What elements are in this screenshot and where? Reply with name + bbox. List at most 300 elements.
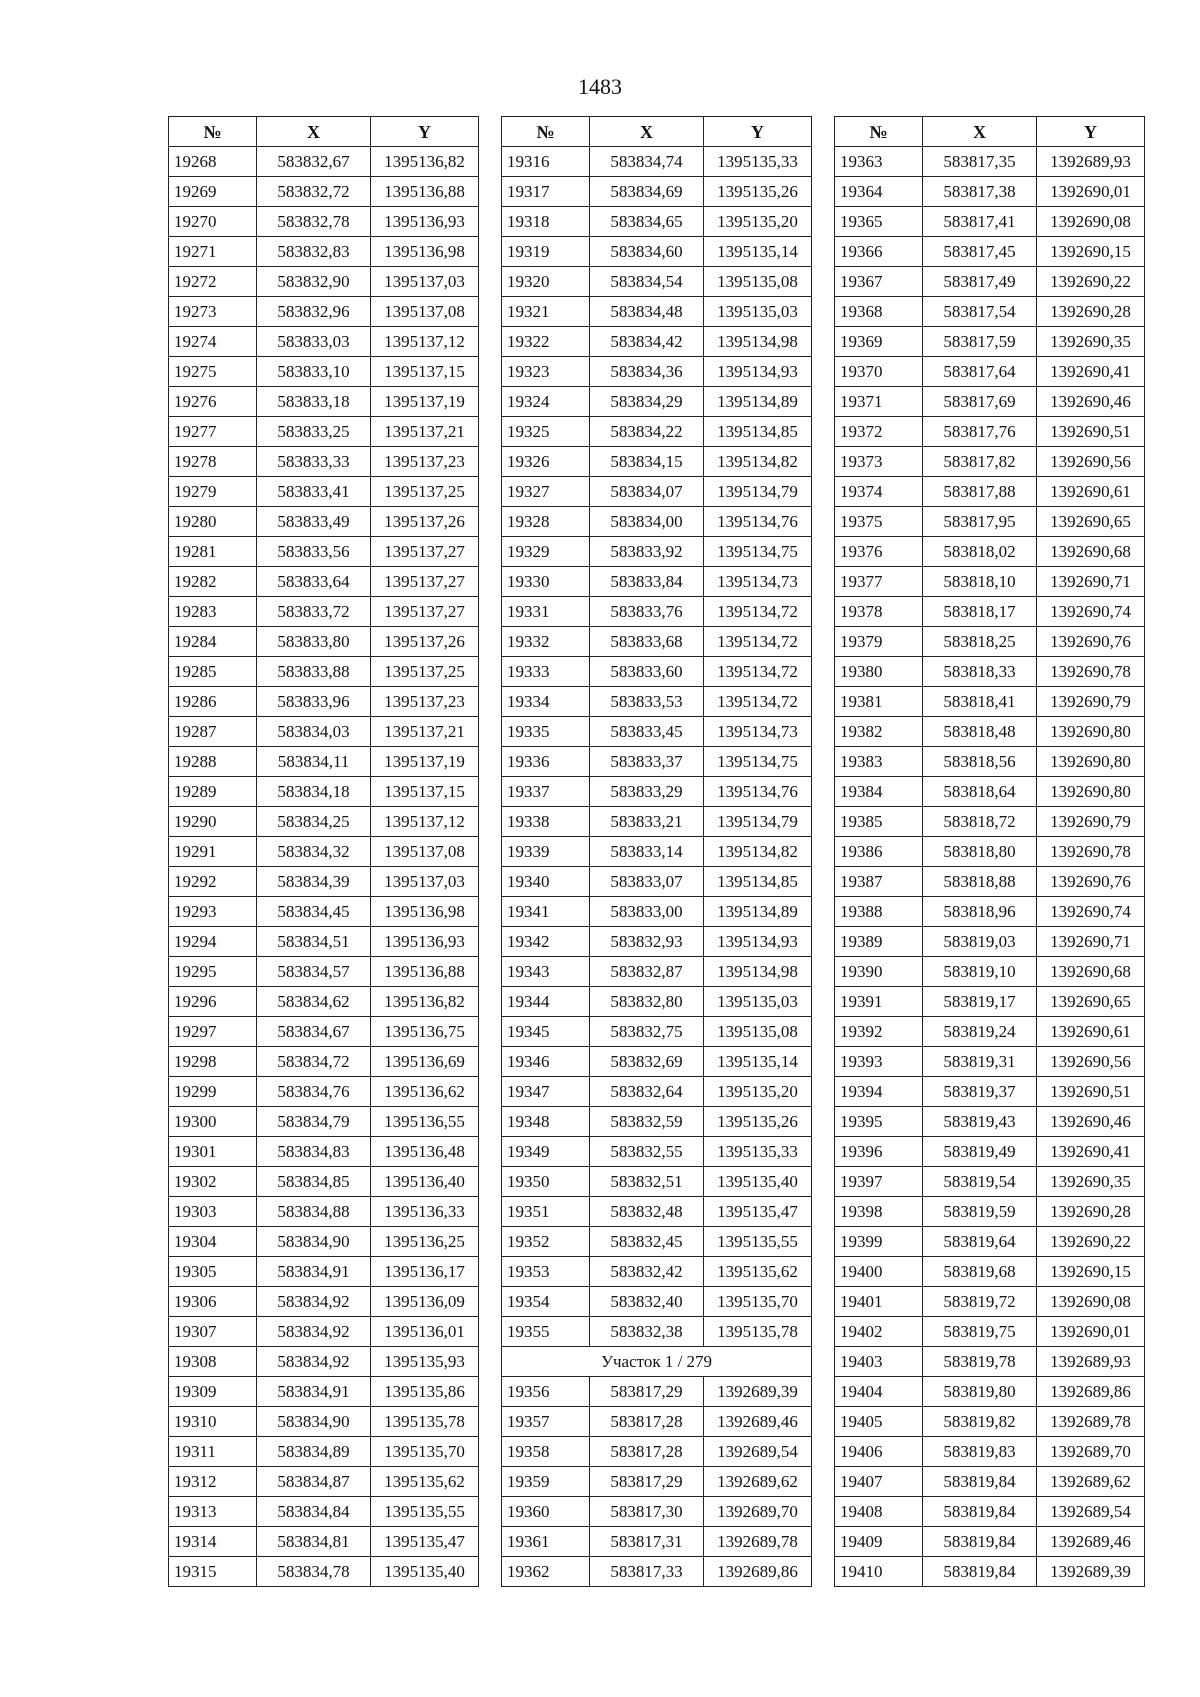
y-coordinate-cell: 1395137,03 (371, 267, 479, 297)
x-coordinate-cell: 583834,89 (257, 1437, 371, 1467)
x-coordinate-cell: 583818,64 (923, 777, 1037, 807)
x-coordinate-cell: 583834,29 (590, 387, 704, 417)
x-coordinate-cell: 583817,76 (923, 417, 1037, 447)
point-number-cell: 19380 (835, 657, 923, 687)
table-row (169, 357, 479, 387)
y-coordinate-cell: 1392689,86 (1037, 1377, 1145, 1407)
x-coordinate-cell: 583832,48 (590, 1197, 704, 1227)
point-number-cell: 19373 (835, 447, 923, 477)
header-x: X (923, 117, 1037, 147)
y-coordinate-cell: 1392689,62 (704, 1467, 812, 1497)
table-row (169, 1497, 479, 1527)
point-number-cell: 19326 (502, 447, 590, 477)
point-number-cell: 19281 (169, 537, 257, 567)
y-coordinate-cell: 1395135,33 (704, 147, 812, 177)
table-row (169, 297, 479, 327)
x-coordinate-cell: 583817,49 (923, 267, 1037, 297)
table-row (502, 1407, 812, 1437)
x-coordinate-cell: 583833,41 (257, 477, 371, 507)
table-body (835, 147, 1145, 1587)
x-coordinate-cell: 583819,64 (923, 1227, 1037, 1257)
table-row (502, 1227, 812, 1257)
table-row (502, 597, 812, 627)
table-row (169, 1407, 479, 1437)
y-coordinate-cell: 1395135,14 (704, 1047, 812, 1077)
point-number-cell: 19389 (835, 927, 923, 957)
point-number-cell: 19404 (835, 1377, 923, 1407)
y-coordinate-cell: 1392689,54 (704, 1437, 812, 1467)
point-number-cell: 19308 (169, 1347, 257, 1377)
table-row (169, 1557, 479, 1587)
x-coordinate-cell: 583817,88 (923, 477, 1037, 507)
table-row (169, 1137, 479, 1167)
x-coordinate-cell: 583833,92 (590, 537, 704, 567)
y-coordinate-cell: 1395136,48 (371, 1137, 479, 1167)
y-coordinate-cell: 1395135,78 (704, 1317, 812, 1347)
table-row (169, 657, 479, 687)
y-coordinate-cell: 1395136,09 (371, 1287, 479, 1317)
table-row (502, 327, 812, 357)
point-number-cell: 19271 (169, 237, 257, 267)
x-coordinate-cell: 583832,67 (257, 147, 371, 177)
table-row (835, 1017, 1145, 1047)
point-number-cell: 19333 (502, 657, 590, 687)
table-row (169, 1377, 479, 1407)
y-coordinate-cell: 1395134,79 (704, 477, 812, 507)
table-row (169, 387, 479, 417)
y-coordinate-cell: 1392690,78 (1037, 837, 1145, 867)
point-number-cell: 19397 (835, 1167, 923, 1197)
table-row (502, 297, 812, 327)
x-coordinate-cell: 583833,88 (257, 657, 371, 687)
table-row (835, 1437, 1145, 1467)
x-coordinate-cell: 583834,88 (257, 1197, 371, 1227)
x-coordinate-cell: 583819,84 (923, 1527, 1037, 1557)
x-coordinate-cell: 583819,83 (923, 1437, 1037, 1467)
point-number-cell: 19370 (835, 357, 923, 387)
point-number-cell: 19310 (169, 1407, 257, 1437)
table-row (502, 1077, 812, 1107)
x-coordinate-cell: 583833,25 (257, 417, 371, 447)
table-row (835, 1407, 1145, 1437)
y-coordinate-cell: 1395137,23 (371, 447, 479, 477)
table-row (502, 567, 812, 597)
x-coordinate-cell: 583833,80 (257, 627, 371, 657)
point-number-cell: 19294 (169, 927, 257, 957)
table-row (169, 1437, 479, 1467)
x-coordinate-cell: 583817,29 (590, 1467, 704, 1497)
table-row (502, 447, 812, 477)
table-row (502, 1557, 812, 1587)
x-coordinate-cell: 583832,87 (590, 957, 704, 987)
x-coordinate-cell: 583834,15 (590, 447, 704, 477)
x-coordinate-cell: 583817,35 (923, 147, 1037, 177)
point-number-cell: 19323 (502, 357, 590, 387)
table-row (169, 1077, 479, 1107)
y-coordinate-cell: 1395136,93 (371, 927, 479, 957)
table-row (169, 957, 479, 987)
table-row (835, 627, 1145, 657)
point-number-cell: 19349 (502, 1137, 590, 1167)
y-coordinate-cell: 1392690,71 (1037, 567, 1145, 597)
point-number-cell: 19332 (502, 627, 590, 657)
point-number-cell: 19289 (169, 777, 257, 807)
y-coordinate-cell: 1392690,46 (1037, 387, 1145, 417)
y-coordinate-cell: 1395134,89 (704, 387, 812, 417)
point-number-cell: 19322 (502, 327, 590, 357)
table-row (835, 177, 1145, 207)
x-coordinate-cell: 583819,10 (923, 957, 1037, 987)
point-number-cell: 19379 (835, 627, 923, 657)
point-number-cell: 19282 (169, 567, 257, 597)
table-row (835, 687, 1145, 717)
table-row (169, 1467, 479, 1497)
point-number-cell: 19410 (835, 1557, 923, 1587)
point-number-cell: 19348 (502, 1107, 590, 1137)
point-number-cell: 19376 (835, 537, 923, 567)
point-number-cell: 19377 (835, 567, 923, 597)
x-coordinate-cell: 583832,55 (590, 1137, 704, 1167)
table-row (835, 357, 1145, 387)
y-coordinate-cell: 1395137,12 (371, 807, 479, 837)
x-coordinate-cell: 583832,51 (590, 1167, 704, 1197)
x-coordinate-cell: 583833,37 (590, 747, 704, 777)
point-number-cell: 19311 (169, 1437, 257, 1467)
section-row (502, 1347, 812, 1377)
y-coordinate-cell: 1392690,74 (1037, 597, 1145, 627)
x-coordinate-cell: 583818,96 (923, 897, 1037, 927)
table-row (169, 807, 479, 837)
x-coordinate-cell: 583819,54 (923, 1167, 1037, 1197)
point-number-cell: 19343 (502, 957, 590, 987)
table-row (169, 1317, 479, 1347)
point-number-cell: 19309 (169, 1377, 257, 1407)
table-row (835, 1167, 1145, 1197)
point-number-cell: 19357 (502, 1407, 590, 1437)
point-number-cell: 19307 (169, 1317, 257, 1347)
table-row (169, 927, 479, 957)
section-label: Участок 1 / 279 (502, 1347, 812, 1377)
table-row (835, 1137, 1145, 1167)
table-row (835, 1227, 1145, 1257)
y-coordinate-cell: 1392690,65 (1037, 507, 1145, 537)
x-coordinate-cell: 583832,40 (590, 1287, 704, 1317)
y-coordinate-cell: 1392690,68 (1037, 957, 1145, 987)
header-y: Y (371, 117, 479, 147)
y-coordinate-cell: 1392690,51 (1037, 417, 1145, 447)
x-coordinate-cell: 583819,43 (923, 1107, 1037, 1137)
table-row (502, 627, 812, 657)
table-row (169, 1287, 479, 1317)
y-coordinate-cell: 1395137,21 (371, 717, 479, 747)
x-coordinate-cell: 583819,72 (923, 1287, 1037, 1317)
point-number-cell: 19298 (169, 1047, 257, 1077)
point-number-cell: 19288 (169, 747, 257, 777)
point-number-cell: 19334 (502, 687, 590, 717)
x-coordinate-cell: 583834,07 (590, 477, 704, 507)
table-row (835, 987, 1145, 1017)
point-number-cell: 19354 (502, 1287, 590, 1317)
x-coordinate-cell: 583819,84 (923, 1497, 1037, 1527)
coordinates-table-2 (501, 116, 812, 1587)
table-row (502, 507, 812, 537)
x-coordinate-cell: 583817,41 (923, 207, 1037, 237)
x-coordinate-cell: 583834,39 (257, 867, 371, 897)
y-coordinate-cell: 1395135,55 (704, 1227, 812, 1257)
table-row (502, 897, 812, 927)
table-row (169, 1527, 479, 1557)
point-number-cell: 19275 (169, 357, 257, 387)
table-row (502, 147, 812, 177)
point-number-cell: 19403 (835, 1347, 923, 1377)
y-coordinate-cell: 1395137,26 (371, 507, 479, 537)
point-number-cell: 19347 (502, 1077, 590, 1107)
y-coordinate-cell: 1392690,08 (1037, 207, 1145, 237)
y-coordinate-cell: 1395135,14 (704, 237, 812, 267)
y-coordinate-cell: 1392690,08 (1037, 1287, 1145, 1317)
y-coordinate-cell: 1392689,70 (1037, 1437, 1145, 1467)
table-row (835, 957, 1145, 987)
table-row (169, 867, 479, 897)
point-number-cell: 19338 (502, 807, 590, 837)
table-row (835, 1107, 1145, 1137)
table-row (835, 747, 1145, 777)
point-number-cell: 19400 (835, 1257, 923, 1287)
table-row (502, 1467, 812, 1497)
x-coordinate-cell: 583834,67 (257, 1017, 371, 1047)
y-coordinate-cell: 1395134,85 (704, 417, 812, 447)
point-number-cell: 19313 (169, 1497, 257, 1527)
table-row (169, 627, 479, 657)
table-row (835, 777, 1145, 807)
y-coordinate-cell: 1392689,78 (704, 1527, 812, 1557)
table-row (835, 297, 1145, 327)
point-number-cell: 19387 (835, 867, 923, 897)
table-row (169, 717, 479, 747)
point-number-cell: 19374 (835, 477, 923, 507)
y-coordinate-cell: 1395136,93 (371, 207, 479, 237)
y-coordinate-cell: 1395137,08 (371, 837, 479, 867)
x-coordinate-cell: 583834,18 (257, 777, 371, 807)
table-row (502, 867, 812, 897)
point-number-cell: 19368 (835, 297, 923, 327)
table-row (835, 1557, 1145, 1587)
x-coordinate-cell: 583834,51 (257, 927, 371, 957)
y-coordinate-cell: 1392690,61 (1037, 477, 1145, 507)
y-coordinate-cell: 1395137,27 (371, 567, 479, 597)
x-coordinate-cell: 583818,88 (923, 867, 1037, 897)
table-row (169, 537, 479, 567)
table-row (169, 417, 479, 447)
y-coordinate-cell: 1395137,03 (371, 867, 479, 897)
table-row (169, 1107, 479, 1137)
point-number-cell: 19283 (169, 597, 257, 627)
y-coordinate-cell: 1395134,93 (704, 357, 812, 387)
y-coordinate-cell: 1395135,40 (704, 1167, 812, 1197)
y-coordinate-cell: 1395136,40 (371, 1167, 479, 1197)
table-row (835, 327, 1145, 357)
point-number-cell: 19320 (502, 267, 590, 297)
table-row (169, 777, 479, 807)
point-number-cell: 19398 (835, 1197, 923, 1227)
table-row (835, 1497, 1145, 1527)
x-coordinate-cell: 583817,64 (923, 357, 1037, 387)
y-coordinate-cell: 1395137,12 (371, 327, 479, 357)
header-num: № (835, 117, 923, 147)
y-coordinate-cell: 1395137,25 (371, 657, 479, 687)
point-number-cell: 19342 (502, 927, 590, 957)
point-number-cell: 19382 (835, 717, 923, 747)
point-number-cell: 19378 (835, 597, 923, 627)
x-coordinate-cell: 583818,80 (923, 837, 1037, 867)
x-coordinate-cell: 583819,82 (923, 1407, 1037, 1437)
y-coordinate-cell: 1395137,25 (371, 477, 479, 507)
table-row (835, 657, 1145, 687)
point-number-cell: 19369 (835, 327, 923, 357)
y-coordinate-cell: 1392690,78 (1037, 657, 1145, 687)
point-number-cell: 19341 (502, 897, 590, 927)
y-coordinate-cell: 1395134,75 (704, 537, 812, 567)
x-coordinate-cell: 583833,60 (590, 657, 704, 687)
y-coordinate-cell: 1395135,33 (704, 1137, 812, 1167)
x-coordinate-cell: 583833,53 (590, 687, 704, 717)
x-coordinate-cell: 583834,45 (257, 897, 371, 927)
x-coordinate-cell: 583833,00 (590, 897, 704, 927)
table-row (169, 597, 479, 627)
x-coordinate-cell: 583817,59 (923, 327, 1037, 357)
y-coordinate-cell: 1395135,93 (371, 1347, 479, 1377)
point-number-cell: 19319 (502, 237, 590, 267)
y-coordinate-cell: 1392689,54 (1037, 1497, 1145, 1527)
point-number-cell: 19318 (502, 207, 590, 237)
x-coordinate-cell: 583817,29 (590, 1377, 704, 1407)
table-row (502, 807, 812, 837)
table-header-row (502, 117, 812, 147)
point-number-cell: 19372 (835, 417, 923, 447)
y-coordinate-cell: 1392690,41 (1037, 1137, 1145, 1167)
coordinates-table-1 (168, 116, 479, 1587)
point-number-cell: 19360 (502, 1497, 590, 1527)
table-row (169, 207, 479, 237)
point-number-cell: 19409 (835, 1527, 923, 1557)
header-x: X (257, 117, 371, 147)
y-coordinate-cell: 1395135,03 (704, 297, 812, 327)
point-number-cell: 19401 (835, 1287, 923, 1317)
table-row (502, 207, 812, 237)
point-number-cell: 19344 (502, 987, 590, 1017)
table-row (502, 687, 812, 717)
point-number-cell: 19272 (169, 267, 257, 297)
y-coordinate-cell: 1395136,17 (371, 1257, 479, 1287)
point-number-cell: 19279 (169, 477, 257, 507)
table-row (502, 957, 812, 987)
point-number-cell: 19364 (835, 177, 923, 207)
table-row (502, 1017, 812, 1047)
y-coordinate-cell: 1395136,88 (371, 177, 479, 207)
y-coordinate-cell: 1392690,79 (1037, 687, 1145, 717)
table-row (835, 477, 1145, 507)
point-number-cell: 19270 (169, 207, 257, 237)
y-coordinate-cell: 1395135,20 (704, 207, 812, 237)
table-row (835, 1467, 1145, 1497)
x-coordinate-cell: 583819,24 (923, 1017, 1037, 1047)
y-coordinate-cell: 1395137,21 (371, 417, 479, 447)
y-coordinate-cell: 1395135,26 (704, 1107, 812, 1137)
table-row (835, 267, 1145, 297)
y-coordinate-cell: 1392689,93 (1037, 147, 1145, 177)
table-row (502, 267, 812, 297)
y-coordinate-cell: 1395134,79 (704, 807, 812, 837)
table-row (835, 417, 1145, 447)
table-row (835, 1377, 1145, 1407)
x-coordinate-cell: 583818,25 (923, 627, 1037, 657)
y-coordinate-cell: 1395135,26 (704, 177, 812, 207)
y-coordinate-cell: 1395136,98 (371, 237, 479, 267)
point-number-cell: 19337 (502, 777, 590, 807)
x-coordinate-cell: 583817,54 (923, 297, 1037, 327)
x-coordinate-cell: 583832,38 (590, 1317, 704, 1347)
x-coordinate-cell: 583833,10 (257, 357, 371, 387)
point-number-cell: 19329 (502, 537, 590, 567)
point-number-cell: 19280 (169, 507, 257, 537)
point-number-cell: 19330 (502, 567, 590, 597)
point-number-cell: 19274 (169, 327, 257, 357)
y-coordinate-cell: 1395136,98 (371, 897, 479, 927)
y-coordinate-cell: 1392689,46 (1037, 1527, 1145, 1557)
y-coordinate-cell: 1395136,55 (371, 1107, 479, 1137)
table-row (835, 147, 1145, 177)
y-coordinate-cell: 1392690,01 (1037, 177, 1145, 207)
point-number-cell: 19384 (835, 777, 923, 807)
x-coordinate-cell: 583834,92 (257, 1287, 371, 1317)
x-coordinate-cell: 583833,03 (257, 327, 371, 357)
y-coordinate-cell: 1395137,27 (371, 537, 479, 567)
x-coordinate-cell: 583834,85 (257, 1167, 371, 1197)
y-coordinate-cell: 1395135,08 (704, 1017, 812, 1047)
table-row (502, 1317, 812, 1347)
y-coordinate-cell: 1392689,86 (704, 1557, 812, 1587)
point-number-cell: 19388 (835, 897, 923, 927)
point-number-cell: 19306 (169, 1287, 257, 1317)
x-coordinate-cell: 583818,56 (923, 747, 1037, 777)
table-row (169, 1047, 479, 1077)
y-coordinate-cell: 1392690,68 (1037, 537, 1145, 567)
point-number-cell: 19273 (169, 297, 257, 327)
table-row (835, 897, 1145, 927)
x-coordinate-cell: 583834,54 (590, 267, 704, 297)
point-number-cell: 19395 (835, 1107, 923, 1137)
x-coordinate-cell: 583833,49 (257, 507, 371, 537)
header-x: X (590, 117, 704, 147)
y-coordinate-cell: 1392690,56 (1037, 1047, 1145, 1077)
table-row (502, 417, 812, 447)
point-number-cell: 19293 (169, 897, 257, 927)
x-coordinate-cell: 583819,78 (923, 1347, 1037, 1377)
y-coordinate-cell: 1395134,73 (704, 717, 812, 747)
y-coordinate-cell: 1392690,28 (1037, 1197, 1145, 1227)
point-number-cell: 19339 (502, 837, 590, 867)
y-coordinate-cell: 1395136,75 (371, 1017, 479, 1047)
x-coordinate-cell: 583818,41 (923, 687, 1037, 717)
x-coordinate-cell: 583832,72 (257, 177, 371, 207)
table-row (169, 1257, 479, 1287)
y-coordinate-cell: 1395134,98 (704, 957, 812, 987)
point-number-cell: 19287 (169, 717, 257, 747)
x-coordinate-cell: 583834,83 (257, 1137, 371, 1167)
point-number-cell: 19290 (169, 807, 257, 837)
x-coordinate-cell: 583834,91 (257, 1377, 371, 1407)
x-coordinate-cell: 583832,90 (257, 267, 371, 297)
